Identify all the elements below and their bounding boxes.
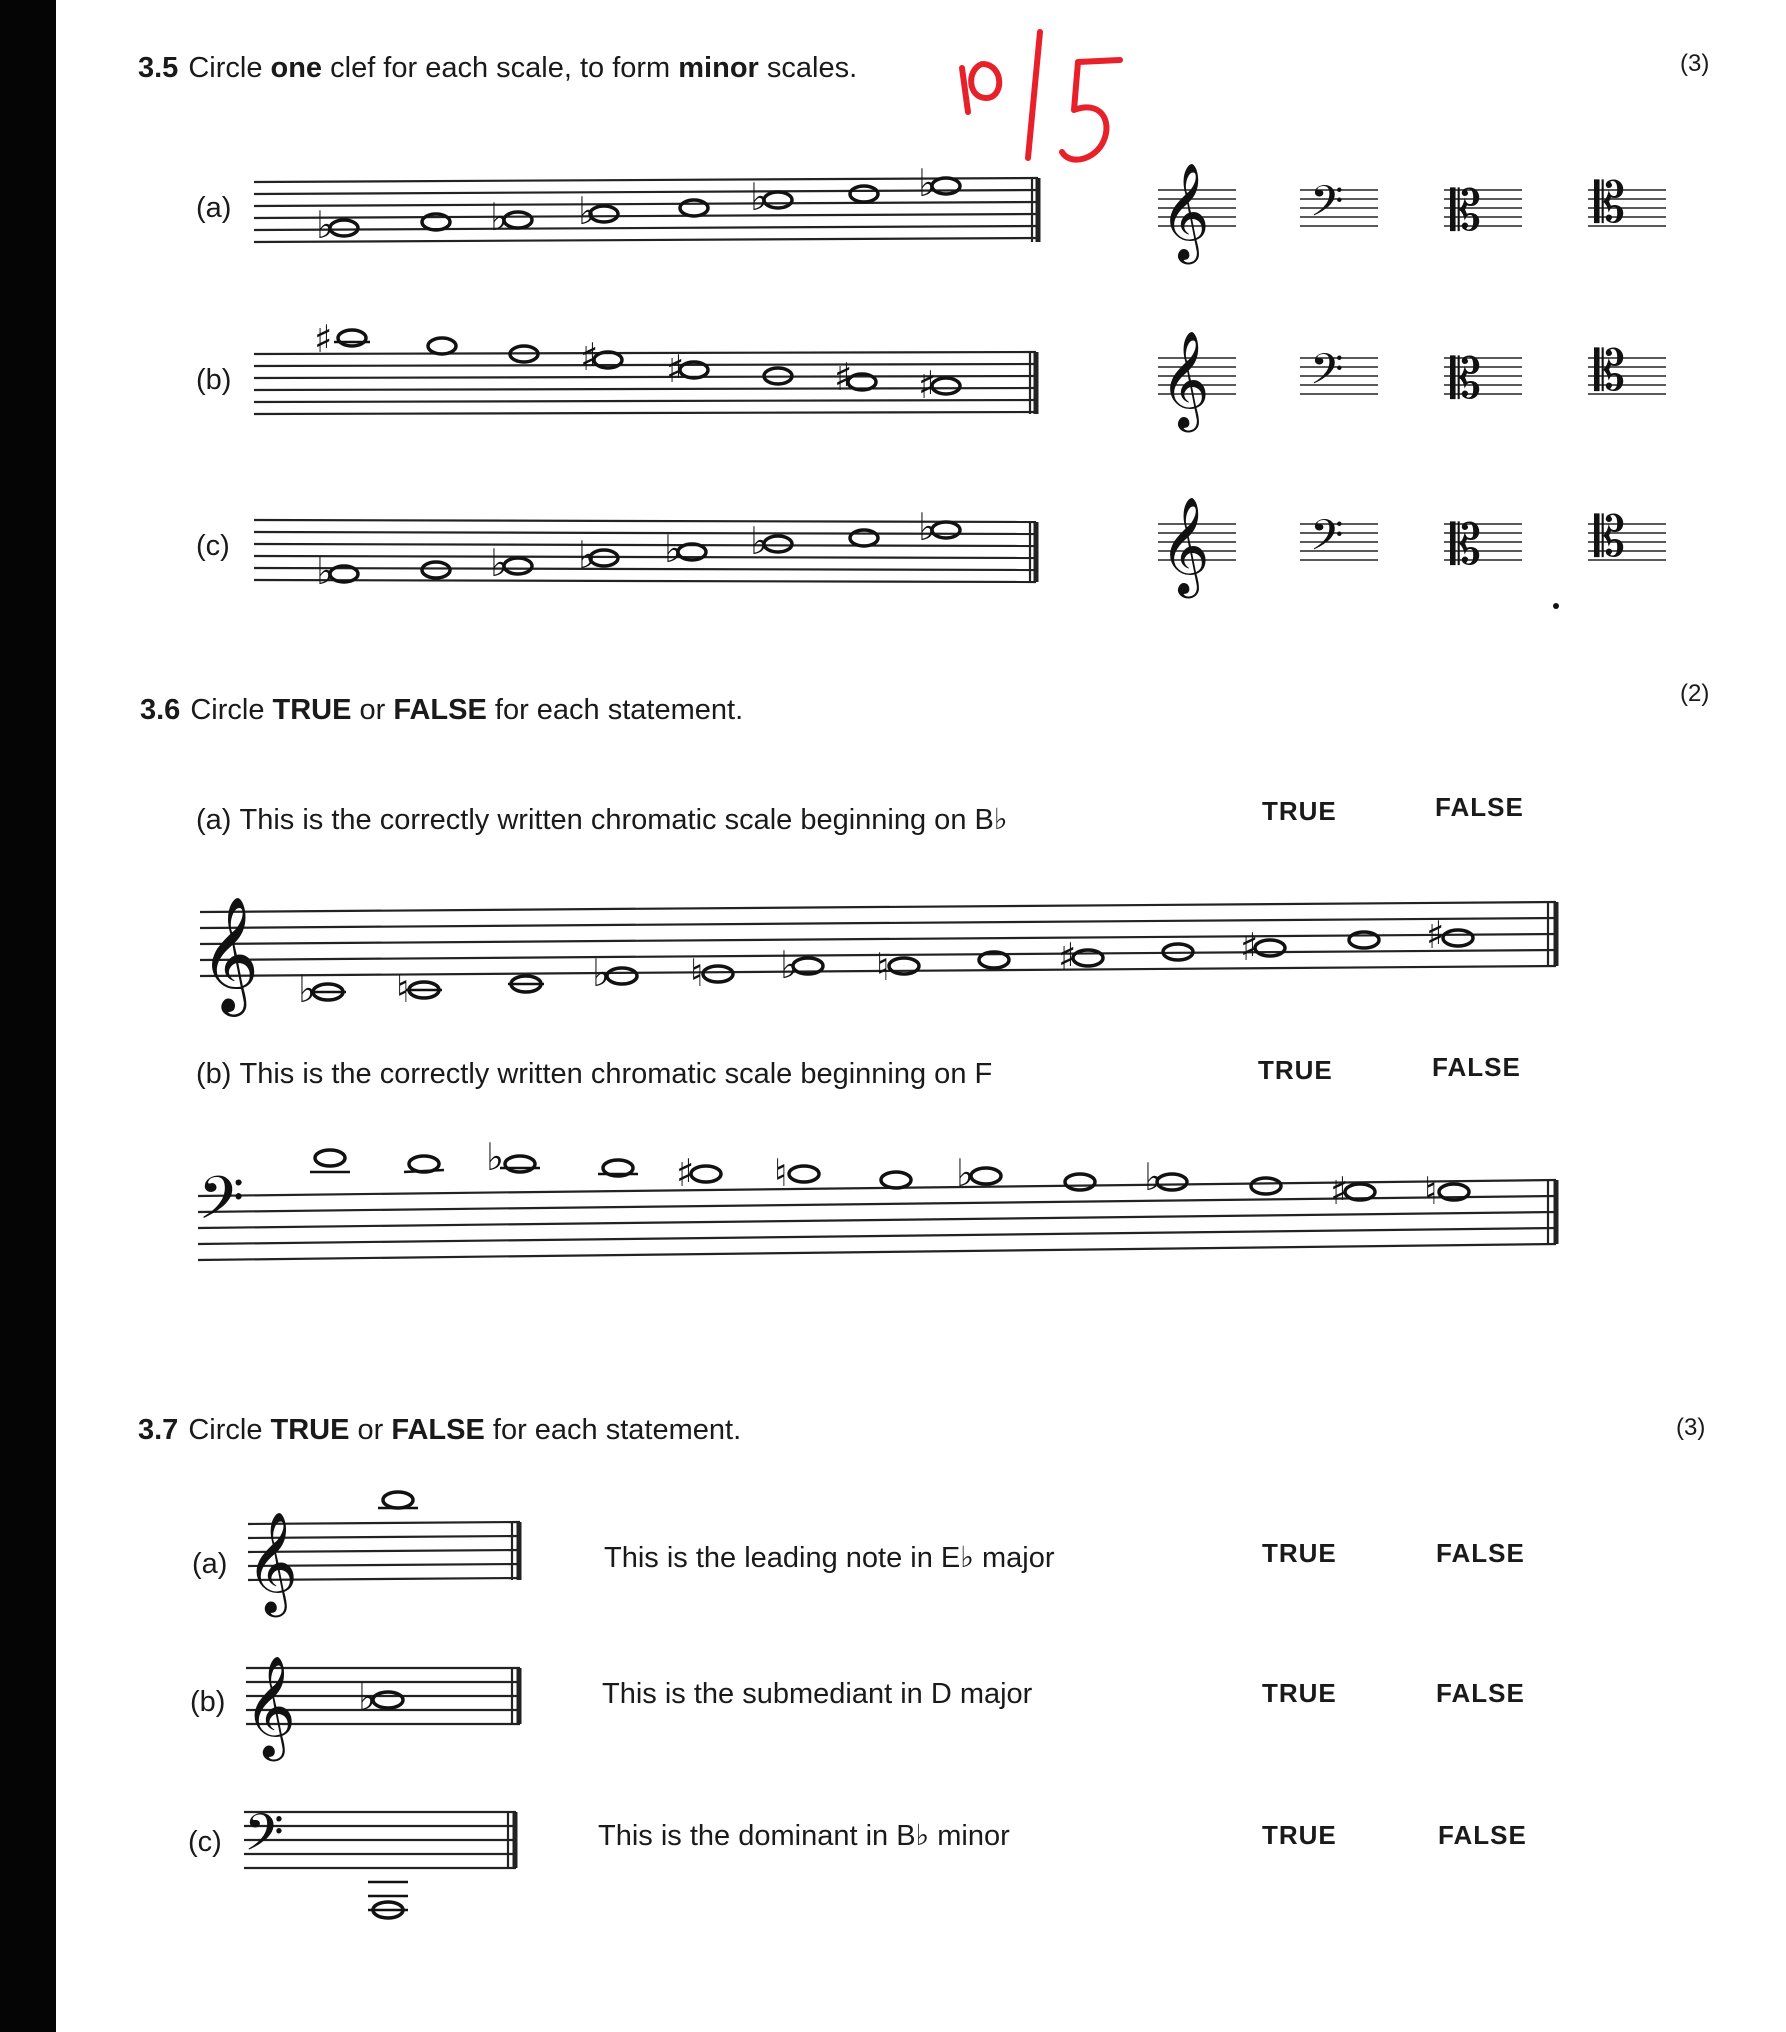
svg-text:𝄡: 𝄡 — [1450, 179, 1482, 244]
svg-text:♭: ♭ — [1144, 1155, 1162, 1199]
question-number: 3.5 — [138, 52, 179, 84]
svg-text:♯: ♯ — [666, 347, 685, 391]
clef-options-3-5 — [1158, 162, 1666, 598]
item-label-3-5-b: (b) — [196, 364, 232, 396]
treble-clef-icon: 𝄞 — [244, 1654, 297, 1757]
text-bold: TRUE — [270, 1414, 350, 1446]
svg-text:♭: ♭ — [316, 549, 334, 593]
svg-text:♭: ♭ — [490, 195, 508, 239]
ink-dot — [1553, 603, 1559, 609]
text: scales. — [758, 52, 858, 84]
bass-clef-icon: 𝄢 — [198, 1163, 245, 1247]
treble-clef-icon: 𝄞 — [246, 1510, 299, 1613]
notes-3-5-b — [314, 317, 960, 407]
tenor-clef-icon[interactable] — [1588, 505, 1666, 570]
statement-text: This is the correctly written chromatic scale beginning on B♭ — [239, 804, 1008, 836]
text: for each statement. — [484, 1414, 742, 1446]
false-option-3-7-c[interactable]: FALSE — [1438, 1820, 1527, 1850]
svg-text:♭: ♭ — [578, 533, 596, 577]
svg-text:♭: ♭ — [486, 1135, 504, 1179]
statement-3-7-a: This is the leading note in E♭ major — [604, 1542, 1055, 1574]
svg-text:♭: ♭ — [298, 967, 316, 1011]
svg-text:𝄢: 𝄢 — [1310, 345, 1344, 405]
text: for each statement. — [486, 694, 744, 726]
staff-3-7-c — [244, 1812, 516, 1868]
text-bold: FALSE — [393, 694, 487, 726]
svg-text:♭: ♭ — [750, 519, 768, 563]
svg-text:𝄞: 𝄞 — [1160, 330, 1210, 428]
false-option-3-7-a[interactable]: FALSE — [1436, 1538, 1525, 1568]
flat-sign: ♭ — [358, 1675, 376, 1719]
text: or — [351, 694, 394, 726]
statement-3-7-c: This is the dominant in B♭ minor — [598, 1820, 1010, 1852]
item-label-3-7-b: (b) — [190, 1686, 226, 1718]
statement-3-7-b: This is the submediant in D major — [602, 1678, 1033, 1710]
svg-text:𝄢: 𝄢 — [1310, 511, 1344, 571]
svg-text:𝄞: 𝄞 — [1160, 496, 1210, 594]
treble-clef-icon: 𝄞 — [200, 895, 260, 1012]
text-bold: FALSE — [391, 1414, 485, 1446]
svg-text:♯: ♯ — [1426, 913, 1445, 957]
svg-text:♭: ♭ — [780, 943, 798, 987]
marks-3-7: (3) — [1676, 1414, 1706, 1441]
true-option-3-6-b[interactable]: TRUE — [1258, 1055, 1333, 1085]
bass-clef-icon[interactable] — [1300, 511, 1378, 571]
svg-text:♮: ♮ — [396, 967, 410, 1011]
svg-text:♯: ♯ — [676, 1151, 695, 1195]
svg-text:𝄞: 𝄞 — [1160, 162, 1210, 260]
treble-clef-icon[interactable] — [1158, 162, 1236, 264]
svg-text:♭: ♭ — [592, 951, 610, 995]
svg-text:♭: ♭ — [578, 189, 596, 233]
item-label-3-5-a: (a) — [196, 192, 232, 224]
handwritten-annotation — [962, 32, 1120, 160]
item-label-3-7-c: (c) — [188, 1826, 222, 1858]
false-option-3-7-b[interactable]: FALSE — [1436, 1678, 1525, 1708]
svg-text:𝄡: 𝄡 — [1594, 505, 1626, 570]
treble-clef-icon[interactable] — [1158, 496, 1236, 598]
text: Circle — [188, 1414, 271, 1446]
alto-clef-icon[interactable] — [1444, 347, 1522, 412]
bass-clef-icon[interactable] — [1300, 177, 1378, 237]
true-option-3-6-a[interactable]: TRUE — [1262, 796, 1337, 826]
notes-3-6-b — [310, 1135, 1469, 1213]
alto-clef-icon[interactable] — [1444, 513, 1522, 578]
staff-3-6-b — [198, 1180, 1556, 1260]
text: clef for each scale, to form — [322, 52, 679, 84]
text-bold: TRUE — [272, 694, 352, 726]
item-label: (b) — [196, 1058, 232, 1090]
svg-text:𝄡: 𝄡 — [1450, 347, 1482, 412]
treble-clef-icon[interactable] — [1158, 330, 1236, 432]
svg-text:𝄢: 𝄢 — [1310, 177, 1344, 237]
svg-text:♯: ♯ — [580, 335, 599, 379]
svg-text:♭: ♭ — [956, 1151, 974, 1195]
svg-text:♯: ♯ — [834, 355, 853, 399]
svg-text:♮: ♮ — [876, 945, 890, 989]
svg-text:♯: ♯ — [314, 317, 333, 361]
tenor-clef-icon[interactable] — [1588, 339, 1666, 404]
svg-text:♭: ♭ — [490, 541, 508, 585]
bass-clef-icon: 𝄢 — [244, 1802, 284, 1875]
svg-text:♭: ♭ — [918, 161, 936, 205]
svg-text:♭: ♭ — [316, 203, 334, 247]
svg-text:♭: ♭ — [750, 175, 768, 219]
svg-text:♯: ♯ — [1330, 1169, 1349, 1213]
alto-clef-icon[interactable] — [1444, 179, 1522, 244]
svg-text:♯: ♯ — [1240, 925, 1259, 969]
item-label: (a) — [196, 804, 232, 836]
true-option-3-7-c[interactable]: TRUE — [1262, 1820, 1337, 1850]
true-option-3-7-a[interactable]: TRUE — [1262, 1538, 1337, 1568]
tenor-clef-icon[interactable] — [1588, 171, 1666, 236]
false-option-3-6-b[interactable]: FALSE — [1432, 1052, 1521, 1082]
item-label-3-5-c: (c) — [196, 530, 230, 562]
svg-text:♯: ♯ — [918, 363, 937, 407]
svg-text:𝄡: 𝄡 — [1594, 171, 1626, 236]
text-bold: minor — [678, 52, 759, 84]
text: or — [349, 1414, 392, 1446]
svg-text:♭: ♭ — [664, 527, 682, 571]
svg-text:𝄡: 𝄡 — [1450, 513, 1482, 578]
note-3-7-b — [373, 1692, 403, 1708]
text: Circle — [190, 694, 273, 726]
svg-text:♯: ♯ — [1058, 935, 1077, 979]
note-3-7-a — [383, 1492, 413, 1508]
false-option-3-6-a[interactable]: FALSE — [1435, 792, 1524, 822]
question-number: 3.7 — [138, 1414, 179, 1446]
true-option-3-7-b[interactable]: TRUE — [1262, 1678, 1337, 1708]
notes-3-6-a — [298, 913, 1473, 1011]
svg-text:♭: ♭ — [918, 505, 936, 549]
bass-clef-icon[interactable] — [1300, 345, 1378, 405]
statement-text: This is the correctly written chromatic scale beginning on F — [239, 1058, 993, 1090]
marks-3-6: (2) — [1680, 680, 1710, 707]
svg-text:𝄡: 𝄡 — [1594, 339, 1626, 404]
item-label-3-7-a: (a) — [192, 1548, 228, 1580]
text-bold: one — [270, 52, 323, 84]
marks-3-5: (3) — [1680, 50, 1710, 77]
text: Circle — [188, 52, 271, 84]
svg-text:♮: ♮ — [1424, 1169, 1438, 1213]
question-number: 3.6 — [140, 694, 181, 726]
svg-text:♮: ♮ — [690, 951, 704, 995]
svg-text:♮: ♮ — [774, 1151, 788, 1195]
